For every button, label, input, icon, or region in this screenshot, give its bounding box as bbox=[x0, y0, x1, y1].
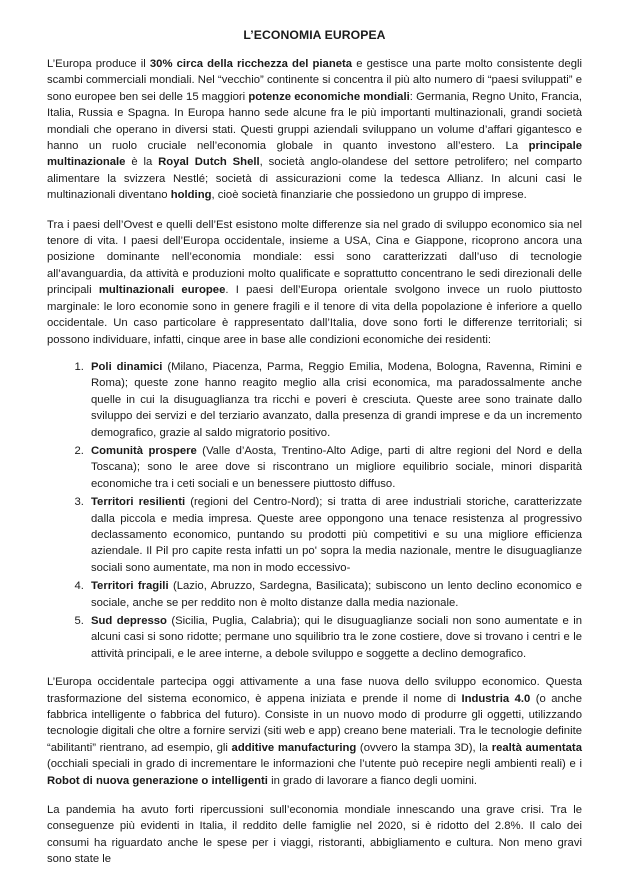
list-item-text: (Sicilia, Puglia, Calabria); qui le disuguaglianze sociali non sono aumentate e in alcuni casi si sono ridotte; permane uno squilibrio tra le zone costiere, dove si trovano i centri e le attività principali, e le aree interne, a debole sviluppo e soggette a declino demografico. bbox=[91, 615, 582, 660]
paragraph-industry-4 bbox=[47, 674, 582, 789]
list-item bbox=[87, 578, 582, 611]
bold-run: holding bbox=[170, 189, 212, 202]
bold-run: multinazionali europee bbox=[98, 284, 226, 297]
text-run: e gestisce una parte molto consistente degli scambi commerciali mondiali. Nel “vecchio” continente si concentra il più alto numero di “paesi sviluppati” e sono europee ben sei delle 15 maggiori bbox=[47, 58, 583, 103]
list-item-term: Territori fragili bbox=[91, 580, 169, 593]
text-run: L’Europa occidentale partecipa oggi attivamente a una fase nuova dello sviluppo economico. Questa trasformazione del sistema economico, è appena iniziata e prende il nome di bbox=[47, 676, 582, 705]
list-item-text: (regioni del Centro-Nord); si tratta di aree industriali storiche, caratterizzate dalla piccola e media impresa. Queste aree oppongono una tenace resistenza al progressivo declassamento economico, puntando su prodotti più competitivi e su una migliore efficienza aziendale. Il Pil pro capite resta infatti un po' sopra la media nazionale, mentre le disuguaglianze sociali sono aumentate, ma non in modo eccessivo- bbox=[91, 496, 582, 574]
list-item bbox=[87, 613, 582, 662]
page-title: L’ECONOMIA EUROPEA bbox=[243, 28, 386, 42]
text-run: : Germania, Regno Unito, Francia, Italia, Russia e Spagna. In Europa hanno sede alcune fra le più importanti multinazionali, grandi società mondiali che operano in diversi stati. Questi gruppi aziendali sviluppano un volume d’affari gigantesco e hanno un ruolo cruciale nell’economia globale in quanto investono all’estero. La bbox=[47, 90, 582, 153]
list-item-term: Poli dinamici bbox=[91, 360, 163, 373]
list-item-term: Territori resilienti bbox=[91, 496, 186, 509]
paragraph-intro bbox=[47, 56, 582, 204]
bold-run: Robot di nuova generazione o intelligenti bbox=[47, 774, 268, 787]
text-run: Tra i paesi dell’Ovest e quelli dell’Est esistono molte differenze sia nel grado di sviluppo economico sia nel tenore di vita. I paesi dell’Europa occidentale, insieme a USA, Cina e Giappone, ricoprono ancora una posizione dominante nell’economia mondiale: essi sono caratterizzati dall’uso di tecnologie all’avanguardia, da attività e produzioni molto qualificate e soprattutto concentrano le sedi direzionali delle principali bbox=[47, 218, 582, 297]
text-run: in grado di lavorare a fianco degli uomini. bbox=[267, 774, 478, 787]
bold-run: additive manufacturing bbox=[231, 741, 357, 754]
text-run: , cioè società finanziarie che possiedono un gruppo di imprese. bbox=[211, 189, 527, 202]
text-run: , società anglo-olandese del settore petrolifero; nel comparto alimentare la svizzera Nestlé; società di assicurazioni come la tedesca Allianz. In alcuni casi le multinazionali diventano bbox=[47, 156, 583, 202]
bold-run: potenze economiche mondiali bbox=[248, 90, 410, 103]
list-item-text: (Valle d’Aosta, Trentino-Alto Adige, parti di altre regioni del Nord e della Toscana); sono le aree dove si riscontrano un migliore equilibrio sociale, minori disparità economiche tra i ceti sociali e un benessere piuttosto diffuso. bbox=[91, 444, 582, 490]
text-run: L’Europa produce il bbox=[47, 58, 150, 70]
bold-run: Industria 4.0 bbox=[461, 692, 531, 705]
italy-areas-list bbox=[47, 359, 582, 662]
list-item bbox=[87, 443, 582, 492]
bold-run: realtà aumentata bbox=[491, 741, 582, 754]
list-item-term: Comunità prospere bbox=[91, 444, 197, 457]
text-run: è la bbox=[125, 156, 159, 169]
list-item bbox=[87, 359, 582, 441]
text-run: (o anche fabbrica intelligente o fabbrica del futuro). Consiste in un nuovo modo di produrre gli oggetti, utilizzando tecnologie digitali che oltre a fornire servizi (siti web e app) creano bene materiali. Tra le tecnologie definite “abilitanti” rientrano, ad esempio, gli bbox=[47, 692, 583, 754]
bold-run: 30% circa della ricchezza del pianeta bbox=[149, 58, 353, 70]
paragraph-pandemic bbox=[47, 802, 582, 868]
bold-run: principale multinazionale bbox=[47, 140, 582, 169]
list-item bbox=[87, 494, 582, 576]
paragraph-east-west bbox=[47, 217, 582, 348]
text-run: . I paesi dell’Europa orientale svolgono invece un ruolo piuttosto marginale: le loro economie sono in genere fragili e il tenore di vita della popolazione è inferiore a quello occidentale. Un caso particolare è rappresentato dall’Italia, dove sono forti le differenze territoriali; si possono individuare, infatti, cinque aree in base alle condizioni economiche dei residenti: bbox=[47, 284, 582, 346]
list-item-term: Sud depresso bbox=[91, 615, 167, 627]
text-run: La pandemia ha avuto forti ripercussioni sull’economia mondiale innescando una grave crisi. Tra le conseguenze più evidenti in Italia, il reddito delle famiglie nel 2020, si è ridotto del 2.8%. Il calo dei consumi ha riguardato anche le spese per i viaggi, ristoranti, abbigliamento e cultura. Non meno gravi sono state le bbox=[47, 804, 582, 866]
list-item-text: (Lazio, Abruzzo, Sardegna, Basilicata); subiscono un lento declino economico e sociale, anche se per reddito non è molto distanze dalla media nazionale. bbox=[91, 580, 583, 609]
list-item-text: (Milano, Piacenza, Parma, Reggio Emilia, Modena, Bologna, Ravenna, Rimini e Roma); queste zone hanno reagito meglio alla crisi economica, ma paradossalmente anche quelle in cui la disuguaglianza tra ricchi e poveri è cresciuta. Queste aree sono trainate dallo sviluppo dei servizi e del terziario avanzato, dalla presenza di grandi imprese e da un incremento demografico, grazie al saldo migratorio positivo. bbox=[91, 360, 582, 439]
text-run: (ovvero la stampa 3D), la bbox=[356, 741, 492, 754]
bold-run: Royal Dutch Shell bbox=[158, 156, 260, 169]
text-run: (occhiali speciali in grado di incrementare le informazioni che l’utente può recepire negli ambienti reali) e i bbox=[47, 758, 582, 771]
